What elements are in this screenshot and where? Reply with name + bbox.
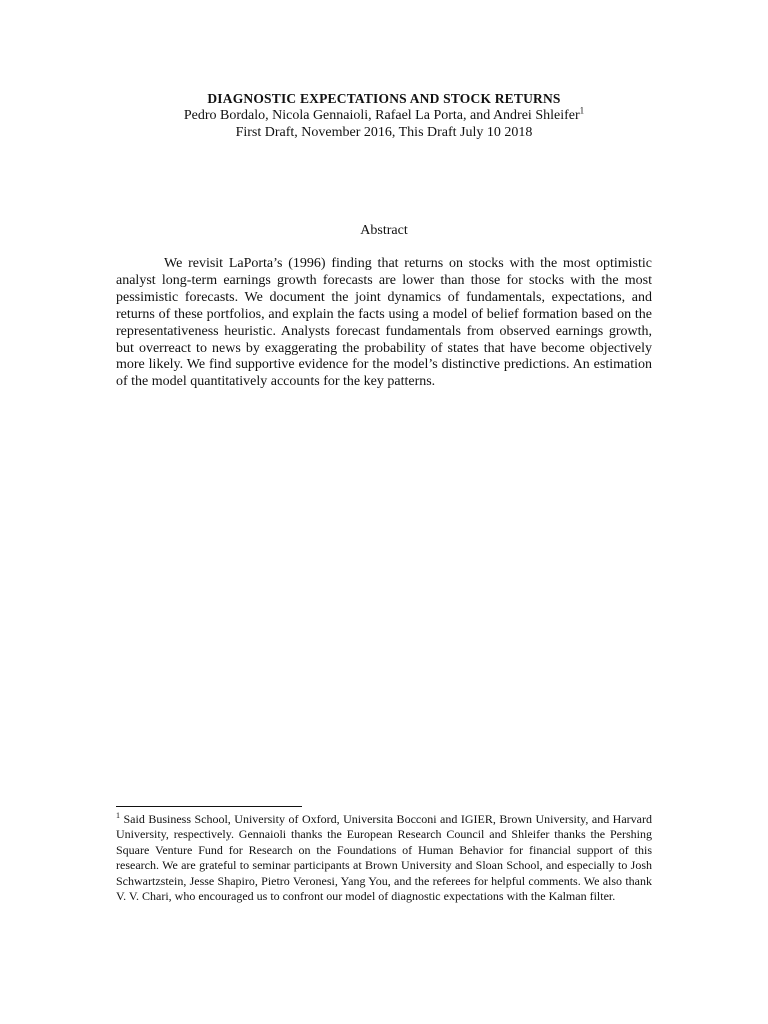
paper-title: DIAGNOSTIC EXPECTATIONS AND STOCK RETURNS <box>207 91 561 106</box>
abstract-text: We revisit LaPorta’s (1996) finding that returns on stocks with the most optimistic analyst long-term earnings growth forecasts are lower than those for stocks with the most pessimistic forecasts. We document the joint dynamics of fundamentals, expectations, and returns of these portfolios, and explain the facts using a model of belief formation based on the representativeness heuristic. Analysts forecast fundamentals from observed earnings growth, but overreact to news by exaggerating the probability of states that have become objectively more likely. We find supportive evidence for the model’s distinctive predictions. An estimation of the model quantitatively accounts for the key patterns. <box>116 256 652 390</box>
footnote-mark: 1 <box>116 811 120 820</box>
abstract-heading: Abstract <box>360 223 408 238</box>
author-footnote-mark: 1 <box>579 105 585 116</box>
author-names: Pedro Bordalo, Nicola Gennaioli, Rafael La Porta, and Andrei Shleifer <box>183 108 580 123</box>
footnote-text: Said Business School, University of Oxford, Universita Bocconi and IGIER, Brown University, and Harvard University, respectively. Gennaioli thanks the European Research Council and Shleifer thanks the Pershing Square Venture Fund for Research on the Foundations of Human Behavior for financial support of this research. We are grateful to seminar participants at Brown University and Sloan School, and especially to Josh Schwartzstein, Jesse Shapiro, Pietro Veronesi, Yang You, and the referees for helpful comments. We also thank V. V. Chari, who encouraged us to confront our model of diagnostic expectations with the Kalman filter. <box>116 812 652 904</box>
footnote-separator <box>116 806 302 807</box>
author-list <box>0 107 768 124</box>
title-block <box>0 90 768 141</box>
draft-date-line: First Draft, November 2016, This Draft July 10 2018 <box>235 125 533 140</box>
footnote <box>116 812 652 904</box>
